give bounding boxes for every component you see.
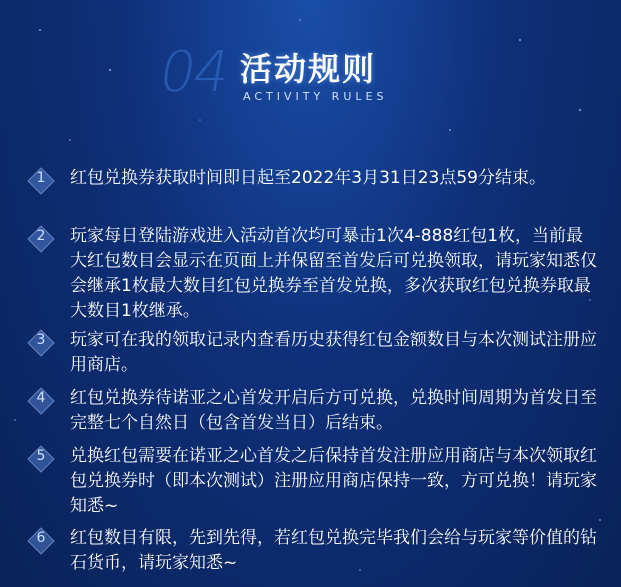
- rule-text: 玩家可在我的领取记录内查看历史获得红包金额数目与本次测试注册应用商店。: [70, 330, 597, 375]
- rule-text: 兑换红包需要在诺亚之心首发之后保持首发注册应用商店与本次领取红包兑换券时（即本次测试）注册应用商店保持一致，方可兑换！请玩家知悉~: [70, 446, 597, 516]
- item-number: 2: [36, 228, 46, 244]
- rule-text: 红包兑换券待诺亚之心首发开启后方可兑换，兑换时间周期为首发日至完整七个自然日（包含首发当日）后结束。: [70, 388, 597, 433]
- page-title: 活动规则: [240, 50, 377, 88]
- diamond-marker-icon: [26, 386, 56, 416]
- header: [0, 0, 621, 120]
- item-number: 3: [36, 332, 46, 348]
- diamond-marker-icon: [26, 166, 56, 196]
- diamond-marker-icon: [26, 444, 56, 474]
- diamond-marker-icon: [26, 526, 56, 556]
- rule-text: 红包数目有限，先到先得，若红包兑换完毕我们会给与玩家等价值的钻石货币，请玩家知悉~: [70, 528, 597, 573]
- diamond-marker-icon: [26, 328, 56, 358]
- item-number: 4: [36, 390, 46, 406]
- item-number: 5: [36, 448, 46, 464]
- section-number: 04: [154, 40, 233, 105]
- rule-text: 红包兑换券获取时间即日起至2022年3月31日23点59分结束。: [70, 168, 546, 188]
- item-number: 6: [36, 530, 46, 546]
- item-number: 1: [36, 170, 46, 186]
- diamond-marker-icon: [26, 224, 56, 254]
- rule-text: 玩家每日登陆游戏进入活动首次均可暴击1次4-888红包1枚，当前最大红包数目会显示在页面上并保留至首发后可兑换领取，请玩家知悉仅会继承1枚最大数目红包兑换券至首发兑换，多次获取红包兑换券取最大数目1枚继承。: [70, 226, 597, 321]
- page-subtitle: ACTIVITY RULES: [243, 90, 388, 103]
